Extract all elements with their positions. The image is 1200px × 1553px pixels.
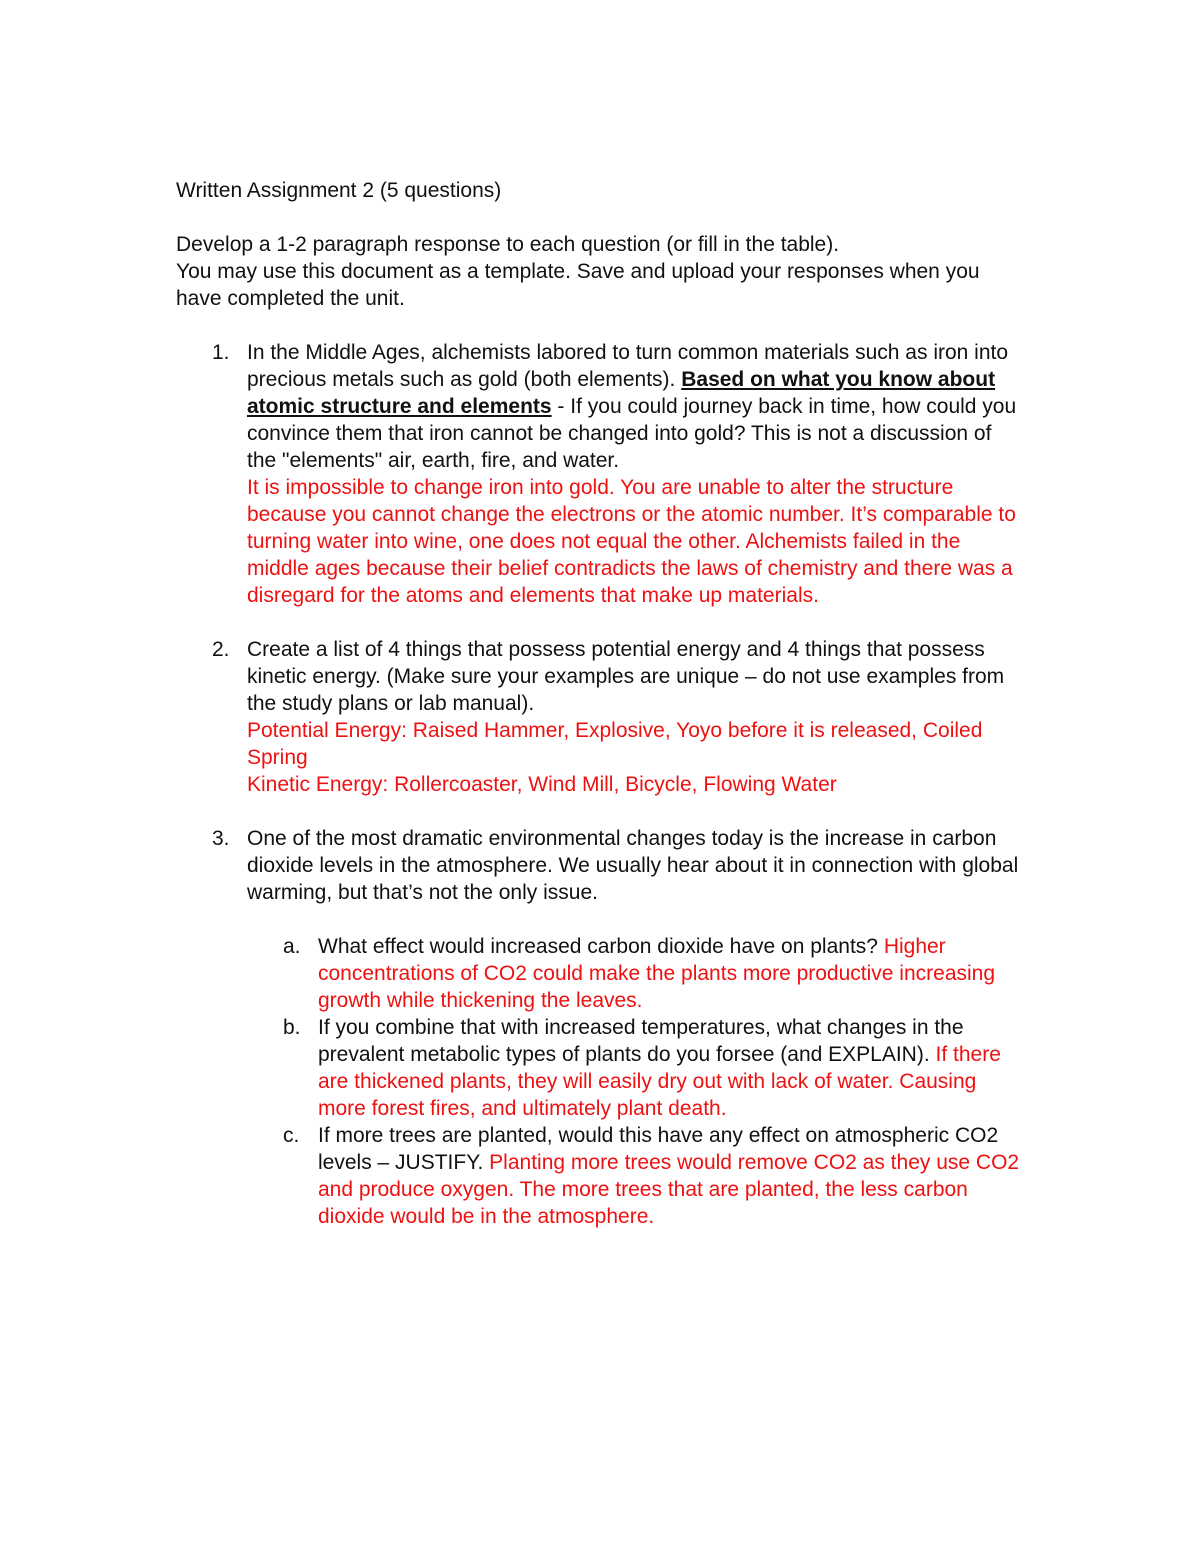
- document-body: [176, 177, 1026, 1257]
- sub-question-letter: c.: [283, 1124, 300, 1147]
- question-3: [176, 825, 1026, 1230]
- question-number: 3.: [212, 827, 230, 850]
- sub-question-letter: a.: [283, 935, 301, 958]
- instructions-line-1: Develop a 1-2 paragraph response to each question (or fill in the table).: [176, 233, 840, 256]
- sub-question-letter: b.: [283, 1016, 301, 1039]
- answer-text: Planting more trees would remove CO2 as they use CO2 and produce oxygen. The more trees that are planted, the less carbon dioxide would be in the atmosphere.: [318, 1151, 1020, 1228]
- answer-text: Higher concentrations of CO2 could make the plants more productive increasing growth while thickening the leaves.: [318, 935, 996, 1012]
- instructions: [176, 231, 1026, 312]
- question-list: [176, 339, 1026, 1230]
- answer-text: If there are thickened plants, they will easily dry out with lack of water. Causing more forest fires, and ultimately plant death.: [318, 1043, 1001, 1120]
- sub-question-b: [247, 1014, 1026, 1122]
- answer-potential-energy: Potential Energy: Raised Hammer, Explosive, Yoyo before it is released, Coiled Spring: [247, 719, 983, 769]
- sub-question-c: [247, 1122, 1026, 1230]
- question-text-part: In the Middle Ages, alchemists labored to turn common materials such as iron into precious metals such as gold (both elements).: [247, 341, 1009, 391]
- question-number: 2.: [212, 638, 230, 661]
- question-text: [247, 339, 1026, 474]
- answer-text: [247, 717, 1026, 798]
- sub-question-a: [247, 933, 1026, 1014]
- question-1: [176, 339, 1026, 609]
- question-2: [176, 636, 1026, 798]
- sub-question-text: What effect would increased carbon dioxide have on plants?: [318, 935, 884, 958]
- sub-question-text: If more trees are planted, would this have any effect on atmospheric CO2 levels – JUSTIFY.: [318, 1124, 999, 1174]
- question-text: One of the most dramatic environmental changes today is the increase in carbon dioxide levels in the atmosphere. We usually hear about it in connection with global warming, but that’s not the only issue.: [247, 827, 1019, 904]
- question-emphasis: Based on what you know about atomic structure and elements: [247, 368, 996, 418]
- answer-text: It is impossible to change iron into gold. You are unable to alter the structure because you cannot change the electrons or the atomic number. It’s comparable to turning water into wine, one does not equal the other. Alchemists failed in the middle ages because their belief contradicts the laws of chemistry and there was a disregard for the atoms and elements that make up materials.: [247, 476, 1016, 607]
- question-text: Create a list of 4 things that possess potential energy and 4 things that possess kinetic energy. (Make sure your examples are unique – do not use examples from the study plans or lab manual).: [247, 638, 1005, 715]
- question-number: 1.: [212, 341, 230, 364]
- sub-question-list: [247, 933, 1026, 1230]
- sub-question-text: If you combine that with increased temperatures, what changes in the prevalent metabolic types of plants do you forsee (and EXPLAIN).: [318, 1016, 964, 1066]
- question-text-part: - If you could journey back in time, how could you convince them that iron cannot be changed into gold? This is not a discussion of the "elements" air, earth, fire, and water.: [247, 395, 1017, 472]
- instructions-line-2: You may use this document as a template. Save and upload your responses when you have completed the unit.: [176, 260, 980, 310]
- answer-kinetic-energy: Kinetic Energy: Rollercoaster, Wind Mill, Bicycle, Flowing Water: [247, 773, 837, 796]
- assignment-title: Written Assignment 2 (5 questions): [176, 179, 502, 202]
